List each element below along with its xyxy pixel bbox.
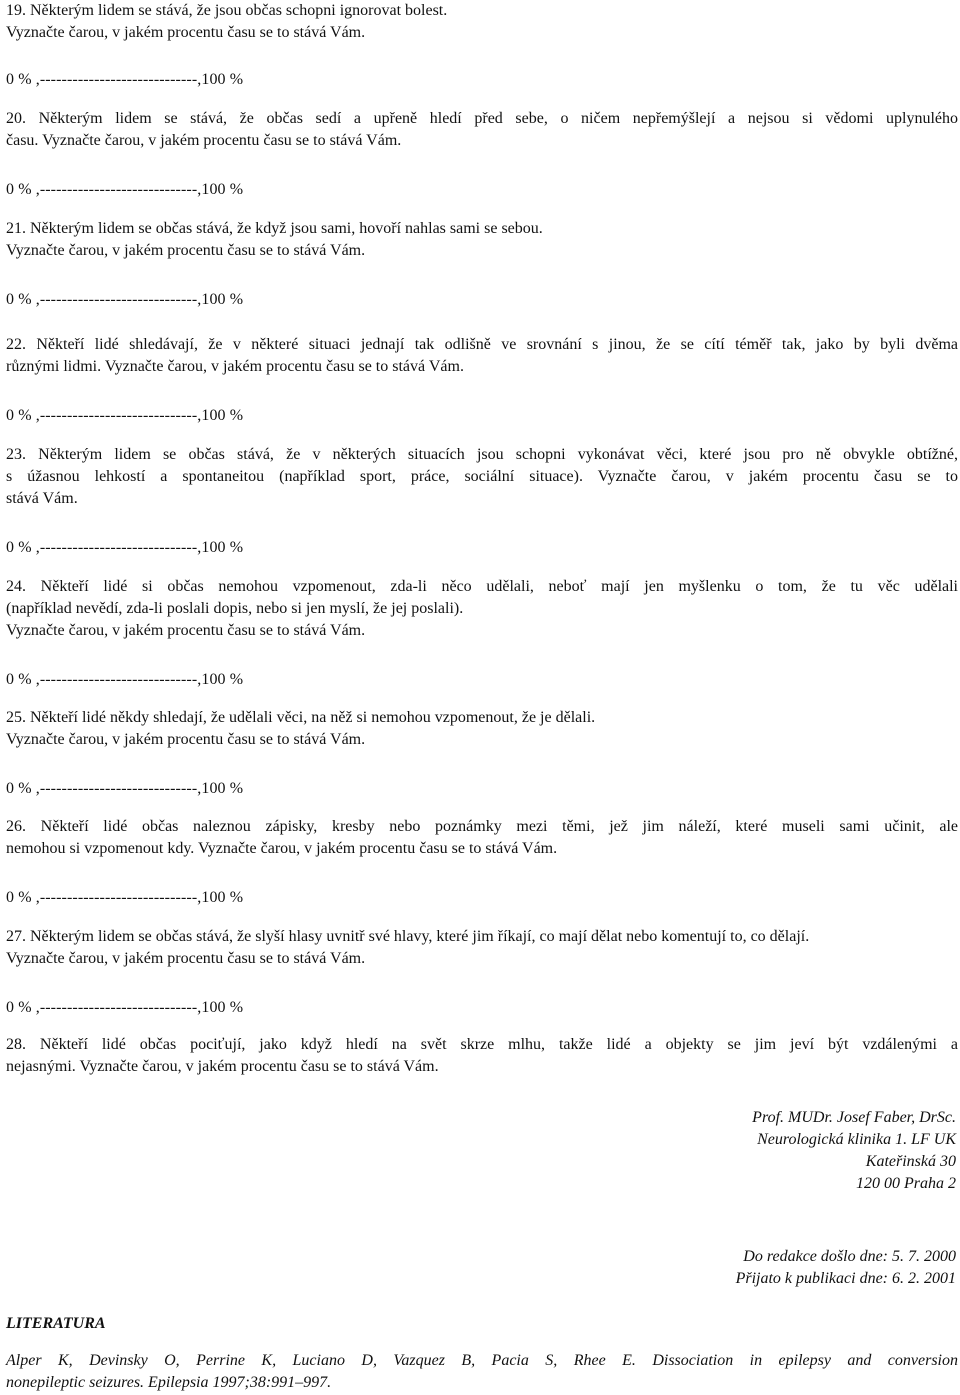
question-text: 19. Některým lidem se stává, že jsou občas schopni ignorovat bolest. bbox=[6, 2, 448, 19]
author-clinic: Neurologická klinika 1. LF UK bbox=[757, 1131, 956, 1148]
rating-scale[interactable]: 0 % ,-----------------------------,100 % bbox=[6, 889, 244, 906]
publication-dates bbox=[736, 1246, 956, 1290]
reference-line: Alper K, Devinsky O, Perrine K, Luciano D, Vazquez B, Pacia S, Rhee E. Dissociation in epilepsy and conversion bbox=[6, 1352, 958, 1369]
question-instruction: Vyznačte čarou, v jakém procentu času se to stává Vám. bbox=[6, 24, 366, 41]
question-instruction: různými lidmi. Vyznačte čarou, v jakém procentu času se to stává Vám. bbox=[6, 358, 464, 375]
question-25 bbox=[6, 707, 958, 800]
question-26 bbox=[6, 816, 958, 909]
question-text: 22. Někteří lidé shledávají, že v některé situaci jednají tak odlišně ve srovnání s jinou, že se cítí téměř tak, jako by byli dvěma bbox=[6, 336, 958, 353]
question-22 bbox=[6, 334, 958, 427]
question-text: 23. Některým lidem se občas stává, že v některých situacích jsou schopni vykonávat věci, které jsou pro ně obvykle obtížné, bbox=[6, 446, 958, 463]
received-date: Do redakce došlo dne: 5. 7. 2000 bbox=[743, 1248, 956, 1265]
rating-scale[interactable]: 0 % ,-----------------------------,100 % bbox=[6, 407, 244, 424]
author-street: Kateřinská 30 bbox=[865, 1153, 956, 1170]
question-instruction: času. Vyznačte čarou, v jakém procentu času se to stává Vám. bbox=[6, 132, 402, 149]
question-20 bbox=[6, 108, 958, 201]
author-name: Prof. MUDr. Josef Faber, DrSc. bbox=[752, 1109, 956, 1126]
rating-scale[interactable]: 0 % ,-----------------------------,100 % bbox=[6, 539, 244, 556]
question-text: 26. Někteří lidé občas naleznou zápisky, kresby nebo poznámky mezi těmi, jež jim náleží, které museli sami učinit, ale bbox=[6, 818, 958, 835]
literature-heading: LITERATURA bbox=[6, 1315, 106, 1332]
question-instruction: stává Vám. bbox=[6, 490, 78, 507]
rating-scale[interactable]: 0 % ,-----------------------------,100 % bbox=[6, 780, 244, 797]
question-27 bbox=[6, 926, 958, 1019]
question-instruction: Vyznačte čarou, v jakém procentu času se to stává Vám. bbox=[6, 950, 366, 967]
question-23 bbox=[6, 444, 958, 559]
rating-scale[interactable]: 0 % ,-----------------------------,100 % bbox=[6, 181, 244, 198]
question-instruction: Vyznačte čarou, v jakém procentu času se to stává Vám. bbox=[6, 622, 366, 639]
question-text: 21. Některým lidem se občas stává, že když jsou sami, hovoří nahlas sami se sebou. bbox=[6, 220, 543, 237]
question-instruction: Vyznačte čarou, v jakém procentu času se to stává Vám. bbox=[6, 731, 366, 748]
question-instruction: Vyznačte čarou, v jakém procentu času se to stává Vám. bbox=[6, 242, 366, 259]
question-text: 24. Někteří lidé si občas nemohou vzpomenout, zda-li něco udělali, neboť mají jen myšlenku o tom, že tu věc udělali bbox=[6, 578, 958, 595]
author-address bbox=[752, 1107, 956, 1195]
question-21 bbox=[6, 218, 958, 311]
question-text: 27. Některým lidem se občas stává, že slyší hlasy uvnitř své hlavy, které jim říkají, co mají dělat nebo komentují to, co dělají. bbox=[6, 928, 810, 945]
question-text-cont: s úžasnou lehkostí a spontaneitou (například sport, práce, sociální situace). Vyznačte čarou, v jakém procentu času se to bbox=[6, 468, 958, 485]
question-19 bbox=[6, 0, 958, 91]
question-instruction: nemohou si vzpomenout kdy. Vyznačte čarou, v jakém procentu času se to stává Vám. bbox=[6, 840, 558, 857]
question-text: 28. Někteří lidé občas pociťují, jako když hledí na svět skrze mlhu, takže lidé a objekty se jim jeví být vzdálenými a bbox=[6, 1036, 958, 1053]
author-city: 120 00 Praha 2 bbox=[856, 1175, 956, 1192]
question-text: 20. Některým lidem se stává, že občas sedí a upřeně hledí před sebe, o ničem nepřemýšlejí a nejsou si vědomi uplynulého bbox=[6, 110, 958, 127]
rating-scale[interactable]: 0 % ,-----------------------------,100 % bbox=[6, 999, 244, 1016]
reference-line-cont: nonepileptic seizures. Epilepsia 1997;38:991–997. bbox=[6, 1374, 332, 1391]
literature-reference bbox=[6, 1350, 958, 1394]
question-text-cont: (například nevědí, zda-li poslali dopis, nebo si jen myslí, že jej poslali). bbox=[6, 600, 464, 617]
question-28 bbox=[6, 1034, 958, 1078]
rating-scale[interactable]: 0 % ,-----------------------------,100 % bbox=[6, 671, 244, 688]
question-24 bbox=[6, 576, 958, 691]
rating-scale[interactable]: 0 % ,-----------------------------,100 % bbox=[6, 291, 244, 308]
rating-scale[interactable]: 0 % ,-----------------------------,100 % bbox=[6, 71, 244, 88]
accepted-date: Přijato k publikaci dne: 6. 2. 2001 bbox=[735, 1270, 956, 1287]
question-instruction: nejasnými. Vyznačte čarou, v jakém procentu času se to stává Vám. bbox=[6, 1058, 439, 1075]
question-text: 25. Někteří lidé někdy shledají, že udělali věci, na něž si nemohou vzpomenout, že je dělali. bbox=[6, 709, 596, 726]
